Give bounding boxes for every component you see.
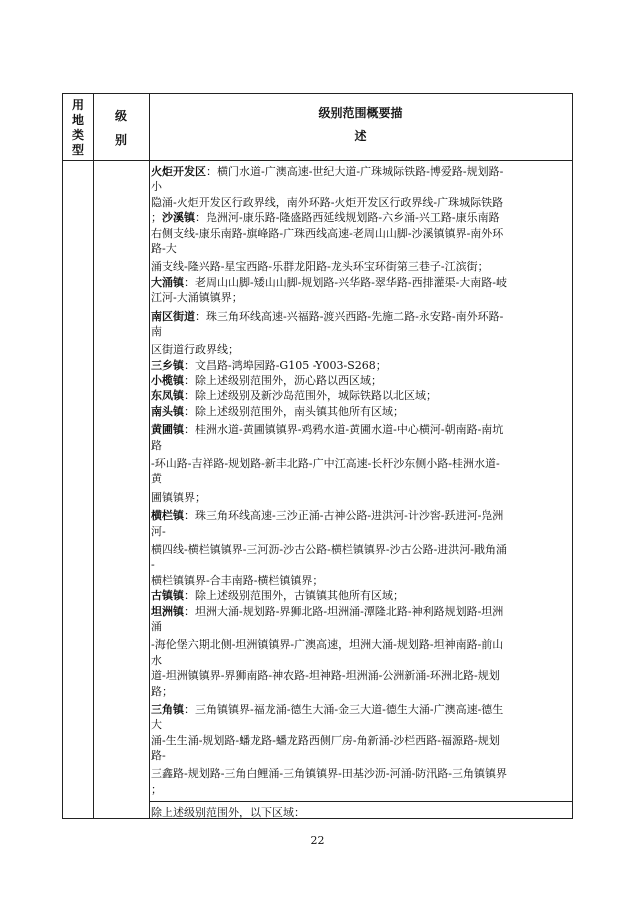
- boundary-text: 区街道行政界线；: [151, 343, 239, 357]
- boundary-text: 横四线-横栏镇镇界-三河沥-沙古公路-横栏镇镇界-沙古公路-进洪河-戙角涌: [151, 542, 508, 556]
- description-line: [151, 542, 565, 557]
- punctuation: ：: [195, 211, 206, 225]
- header-land-use-type: 用 地 类 型: [71, 97, 84, 157]
- description-line: [151, 226, 565, 241]
- town-name: 黄圃镇: [151, 423, 184, 437]
- column-divider: [93, 94, 94, 818]
- boundary-text: 河-: [151, 524, 166, 538]
- description-line: [151, 404, 565, 419]
- description-line: [151, 766, 565, 781]
- description-line: [151, 373, 565, 388]
- town-name: 三角镇: [151, 702, 184, 716]
- description-line: [151, 490, 565, 505]
- punctuation: ：: [184, 374, 195, 388]
- land-grade-table: [62, 93, 573, 819]
- town-name: 火炬开发区: [151, 165, 206, 178]
- description-line: [151, 210, 565, 225]
- boundary-text: 坦洲大涌-规划路-界狮北路-坦洲涌-潭隆北路-神利路规划路-坦洲: [195, 604, 504, 618]
- header-grade-scope-description: 级别范围概要描 述: [318, 106, 403, 143]
- town-name: 南区街道: [151, 309, 195, 323]
- punctuation: ：: [184, 702, 195, 716]
- boundary-text: 黄: [151, 472, 162, 486]
- boundary-text: 凫洲河-康乐路-隆盛路西延线规划路-六乡涌-兴工路-康乐南路: [206, 211, 500, 225]
- town-name: 东凤镇: [151, 389, 184, 403]
- punctuation: ：: [206, 165, 217, 178]
- boundary-text: -: [151, 558, 155, 572]
- boundary-text: 隐涌-火炬开发区行政界线，南外环路-火炬开发区行政界线-广珠城际铁路: [151, 195, 504, 209]
- description-line: [151, 619, 565, 634]
- boundary-text: -环山路-吉祥路-规划路-新丰北路-广中江高速-长杆沙东侧小路-桂洲水道-: [151, 457, 500, 471]
- description-line: [151, 358, 565, 373]
- punctuation: ：: [184, 275, 195, 289]
- description-line: [151, 388, 565, 403]
- description-line: [151, 195, 565, 210]
- boundary-text: 三鑫路-规划路-三角白鲤涌-三角镇镇界-田基沙沥-河涌-防汛路-三角镇镇界: [151, 767, 508, 781]
- description-line: [151, 342, 565, 357]
- description-line: [151, 748, 565, 763]
- boundary-text: 路；: [151, 684, 173, 698]
- description-line: [151, 438, 565, 453]
- boundary-text: 水: [151, 653, 162, 667]
- description-line: [151, 275, 565, 290]
- description-line: [151, 324, 565, 339]
- boundary-text: 桂洲水道-黄圃镇镇界-鸡鸦水道-黄圃水道-中心横河-朝南路-南坑: [195, 423, 504, 437]
- boundary-text: 横门水道-广澳高速-世纪大道-广珠城际铁路-博爱路-规划路-: [217, 165, 504, 178]
- punctuation: ：: [184, 509, 195, 523]
- punctuation: ：: [184, 423, 195, 437]
- boundary-text: 除上述级别范围外，南头镇其他所有区域；: [195, 404, 404, 418]
- boundary-text: 南: [151, 324, 162, 338]
- boundary-text: 路-大: [151, 241, 177, 255]
- town-name: 坦洲镇: [151, 604, 184, 618]
- boundary-text: 江河-大涌镇镇界；: [151, 291, 243, 305]
- boundary-text: 除上述级别范围外，古镇镇其他所有区域；: [195, 589, 404, 603]
- punctuation: ：: [184, 389, 195, 403]
- town-name: 大涌镇: [151, 275, 184, 289]
- town-name: 沙溪镇: [162, 211, 195, 225]
- boundary-text: 三角镇镇界-福龙涌-德生大涌-金三大道-德生大涌-广澳高速-德生: [195, 702, 504, 716]
- description-line: [151, 702, 565, 717]
- description-line: [151, 684, 565, 699]
- description-line: [151, 733, 565, 748]
- boundary-text: 文昌路-鸿埠园路-G105 -Y003-S268；: [195, 358, 387, 372]
- boundary-text: 小: [151, 180, 162, 194]
- description-line: [151, 782, 565, 797]
- punctuation: ：: [184, 604, 195, 618]
- boundary-text: 圃镇镇界；: [151, 490, 206, 504]
- boundary-text: ；: [151, 782, 162, 796]
- description-line: [151, 456, 565, 471]
- description-line: [151, 557, 565, 572]
- description-line: [151, 179, 565, 194]
- boundary-text: 右侧支线-康乐南路-旗峰路-广珠西线高速-老周山山脚-沙溪镇镇界-南外环: [151, 226, 504, 240]
- boundary-text: -海伦堡六期北侧-坦洲镇镇界-广澳高速，坦洲大涌-规划路-坦神南路-前山: [151, 638, 504, 652]
- punctuation: ：: [184, 358, 195, 372]
- description-line: [151, 588, 565, 603]
- boundary-text: 除上述级别范围外，沥心路以西区域；: [195, 374, 382, 388]
- description-line: [151, 259, 565, 274]
- boundary-text: 涌: [151, 619, 162, 633]
- row-divider: [149, 801, 572, 802]
- description-line: [151, 164, 565, 179]
- description-line: [151, 604, 565, 619]
- boundary-text: 珠三角环线高速-三沙正涌-古神公路-进洪河-计沙窖-跃进河-凫洲: [195, 509, 504, 523]
- description-line: [151, 471, 565, 486]
- boundary-text: 路-: [151, 749, 166, 763]
- description-line: [151, 309, 565, 324]
- description-line: [151, 668, 565, 683]
- boundary-text: 除上述级别及新沙岛范围外，城际铁路以北区域；: [195, 389, 437, 403]
- town-name: 南头镇: [151, 404, 184, 418]
- boundary-text: 珠三角环线高速-兴福路-渡兴西路-先施二路-永安路-南外环路-: [206, 309, 504, 323]
- punctuation: ：: [195, 309, 206, 323]
- description-line: [151, 422, 565, 437]
- boundary-text: 路: [151, 438, 162, 452]
- boundary-text: 涌-生生涌-规划路-蟠龙路-蟠龙路西侧厂房-角新涌-沙栏西路-福源路-规划: [151, 733, 500, 747]
- town-name: 三乡镇: [151, 358, 184, 372]
- description-line: [151, 637, 565, 652]
- boundary-text: 大: [151, 718, 162, 732]
- last-row-text: 除上述级别范围外，以下区域：: [151, 806, 305, 819]
- description-line: [151, 241, 565, 256]
- punctuation: ；: [151, 211, 162, 225]
- boundary-text: 横栏镇镇界-合丰南路-横栏镇镇界；: [151, 573, 324, 587]
- grade-scope-description: [151, 164, 565, 797]
- description-line: [151, 573, 565, 588]
- description-line: [151, 653, 565, 668]
- town-name: 古镇镇: [151, 589, 184, 603]
- description-line: [151, 290, 565, 305]
- description-line: [151, 524, 565, 539]
- description-line: [151, 508, 565, 523]
- boundary-text: 涌支线-隆兴路-星宝西路-乐群龙阳路-龙头环宝环街第三巷子-江滨街；: [151, 260, 489, 274]
- town-name: 小榄镇: [151, 374, 184, 388]
- column-divider: [149, 94, 150, 818]
- punctuation: ：: [184, 589, 195, 603]
- page-number: 22: [310, 834, 325, 847]
- boundary-text: 道-坦洲镇镇界-界狮南路-神农路-坦神路-坦洲涌-公洲新涌-环洲北路-规划: [151, 669, 500, 683]
- header-grade: 级 别: [114, 108, 127, 147]
- town-name: 横栏镇: [151, 509, 184, 523]
- punctuation: ：: [184, 404, 195, 418]
- description-line: [151, 717, 565, 732]
- boundary-text: 老周山山脚-矮山山脚-规划路-兴华路-翠华路-西排灌渠-大南路-岐: [195, 275, 508, 289]
